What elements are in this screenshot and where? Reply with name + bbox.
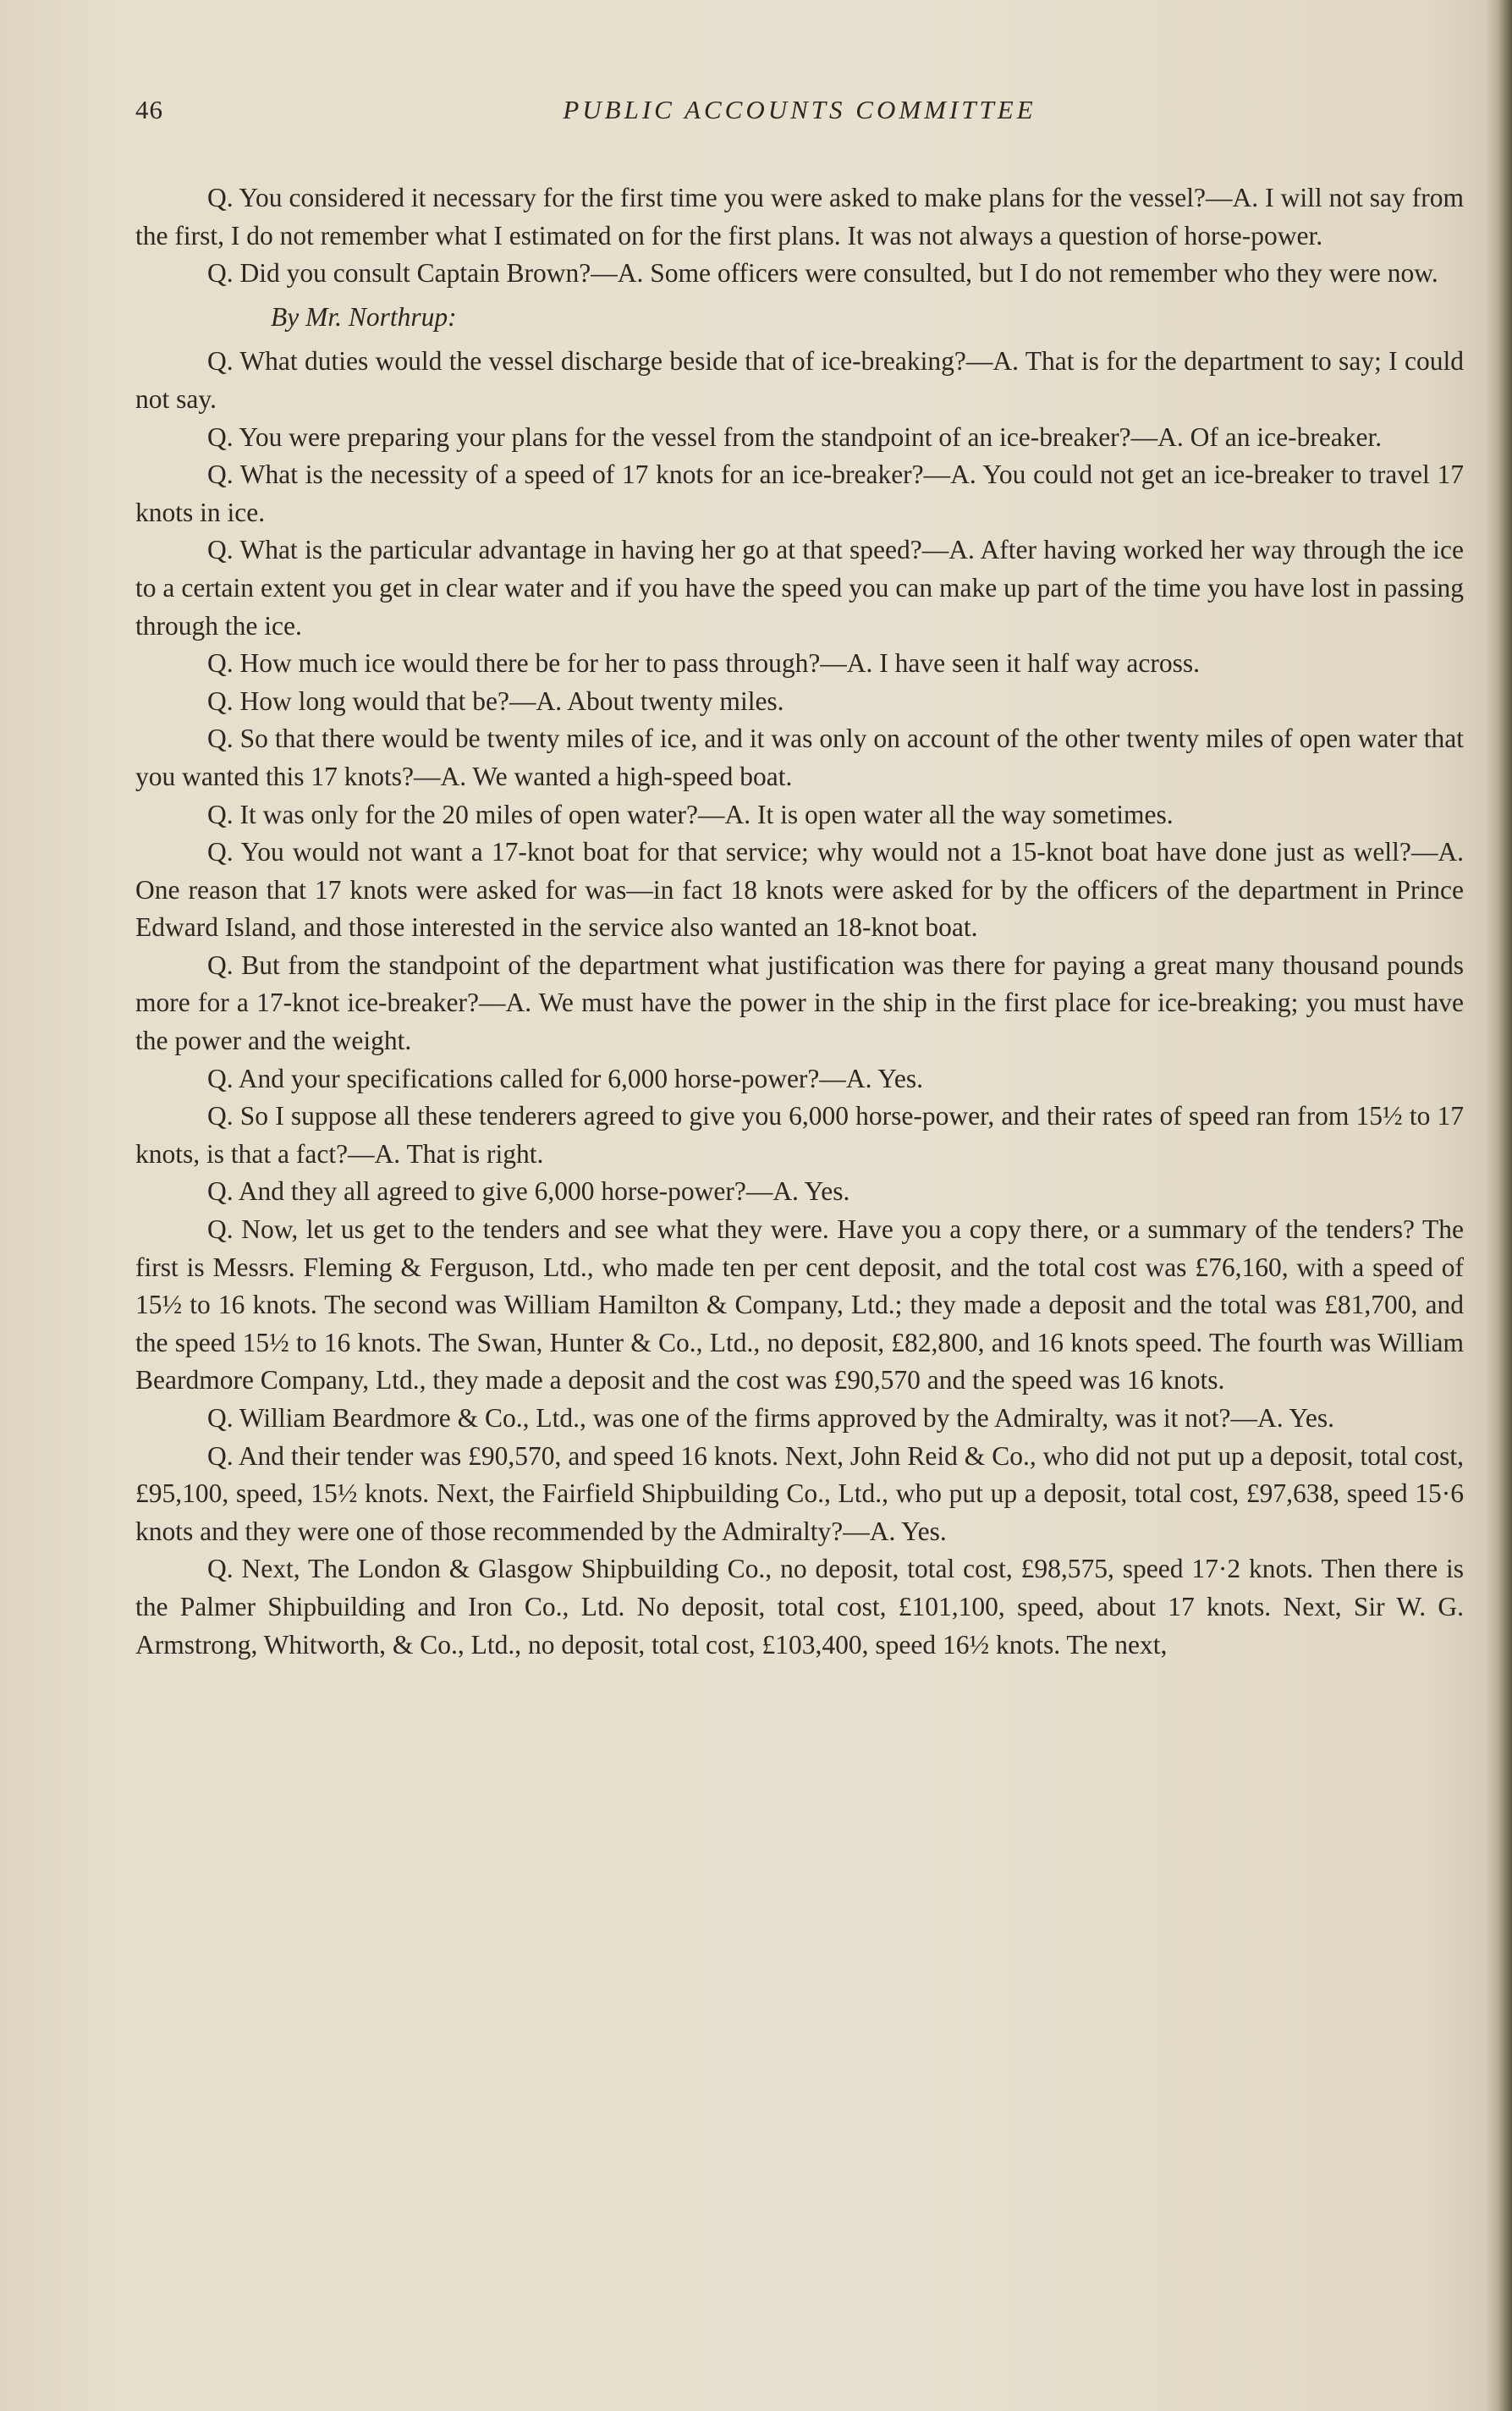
paragraph: Q. William Beardmore & Co., Ltd., was one of the firms approved by the Admiralty, was it not?—A. Yes. [207, 1403, 1335, 1433]
paragraph: Q. Did you consult Captain Brown?—A. Some officers were consulted, but I do not remember who they were now. [207, 258, 1438, 289]
paragraph: Q. You considered it necessary for the first time you were asked to make plans for the vessel?—A. I will not say from the first, I do not remember what I estimated on for the first plans. It was not always a question of horse-power. [135, 183, 1464, 250]
page-header [135, 95, 1464, 137]
paragraph: Q. What is the particular advantage in having her go at that speed?—A. After having worked her way through the ice to a certain extent you get in clear water and if you have the speed you can make up part of the time you have lost in passing through the ice. [135, 535, 1464, 641]
paragraph: Q. It was only for the 20 miles of open water?—A. It is open water all the way sometimes. [207, 799, 1174, 829]
paragraph: Q. So that there would be twenty miles of ice, and it was only on account of the other twenty miles of open water that you wanted this 17 knots?—A. We wanted a high-speed boat. [135, 724, 1464, 791]
paragraph: Q. Next, The London & Glasgow Shipbuilding Co., no deposit, total cost, £98,575, speed 17·2 knots. Then there is the Palmer Shipbuilding and Iron Co., Ltd. No deposit, total cost, £101,100, speed, about 17 knots. Next, Sir W. G. Armstrong, Whitworth, & Co., Ltd., no deposit, total cost, £103,400, speed 16½ knots. The next, [135, 1554, 1464, 1660]
paragraph: Q. Now, let us get to the tenders and see what they were. Have you a copy there, or a summary of the tenders? The first is Messrs. Fleming & Ferguson, Ltd., who made ten per cent deposit, and the total cost was £76,160, with a speed of 15½ to 16 knots. The second was William Hamilton & Company, Ltd.; they made a deposit and the total was £81,700, and the speed 15½ to 16 knots. The Swan, Hunter & Co., Ltd., no deposit, £82,800, and 16 knots speed. The fourth was William Beardmore Company, Ltd., they made a deposit and the cost was £90,570 and the speed was 16 knots. [135, 1214, 1464, 1395]
paragraph: Q. So I suppose all these tenderers agreed to give you 6,000 horse-power, and their rates of speed ran from 15½ to 17 knots, is that a fact?—A. That is right. [135, 1101, 1464, 1169]
paragraph: Q. You would not want a 17-knot boat for that service; why would not a 15-knot boat have done just as well?—A. One reason that 17 knots were asked for was—in fact 18 knots were asked for by the officers of the department in Prince Edward Island, and those interested in the service also wanted an 18-knot boat. [135, 837, 1464, 943]
paragraph: Q. What is the necessity of a speed of 17 knots for an ice-breaker?—A. You could not get an ice-breaker to travel 17 knots in ice. [135, 460, 1464, 527]
speaker-heading: By Mr. Northrup: [271, 301, 457, 332]
binding-edge [1487, 0, 1512, 2411]
paragraph: Q. And their tender was £90,570, and speed 16 knots. Next, John Reid & Co., who did not put up a deposit, total cost, £95,100, speed, 15½ knots. Next, the Fairfield Shipbuilding Co., Ltd., who put up a deposit, total cost, £97,638, speed 15·6 knots and they were one of those recommended by the Admiralty?—A. Yes. [135, 1440, 1464, 1546]
paragraph: Q. You were preparing your plans for the vessel from the standpoint of an ice-breaker?—A. Of an ice-breaker. [207, 421, 1383, 452]
paragraph: Q. And your specifications called for 6,000 horse-power?—A. Yes. [207, 1063, 923, 1093]
running-head: PUBLIC ACCOUNTS COMMITTEE [563, 95, 1036, 124]
body-text [135, 179, 1464, 1664]
paragraph: Q. How much ice would there be for her to pass through?—A. I have seen it half way across. [207, 648, 1201, 679]
paragraph: Q. And they all agreed to give 6,000 horse-power?—A. Yes. [207, 1176, 850, 1207]
page-number: 46 [135, 95, 163, 124]
paragraph: Q. But from the standpoint of the department what justification was there for paying a great many thousand pounds more for a 17-knot ice-breaker?—A. We must have the power in the ship in the first place for ice-breaking; you must have the power and the weight. [135, 950, 1464, 1056]
paragraph: Q. How long would that be?—A. About twenty miles. [207, 685, 784, 716]
paragraph: Q. What duties would the vessel discharge beside that of ice-breaking?—A. That is for the department to say; I could not say. [135, 346, 1464, 414]
